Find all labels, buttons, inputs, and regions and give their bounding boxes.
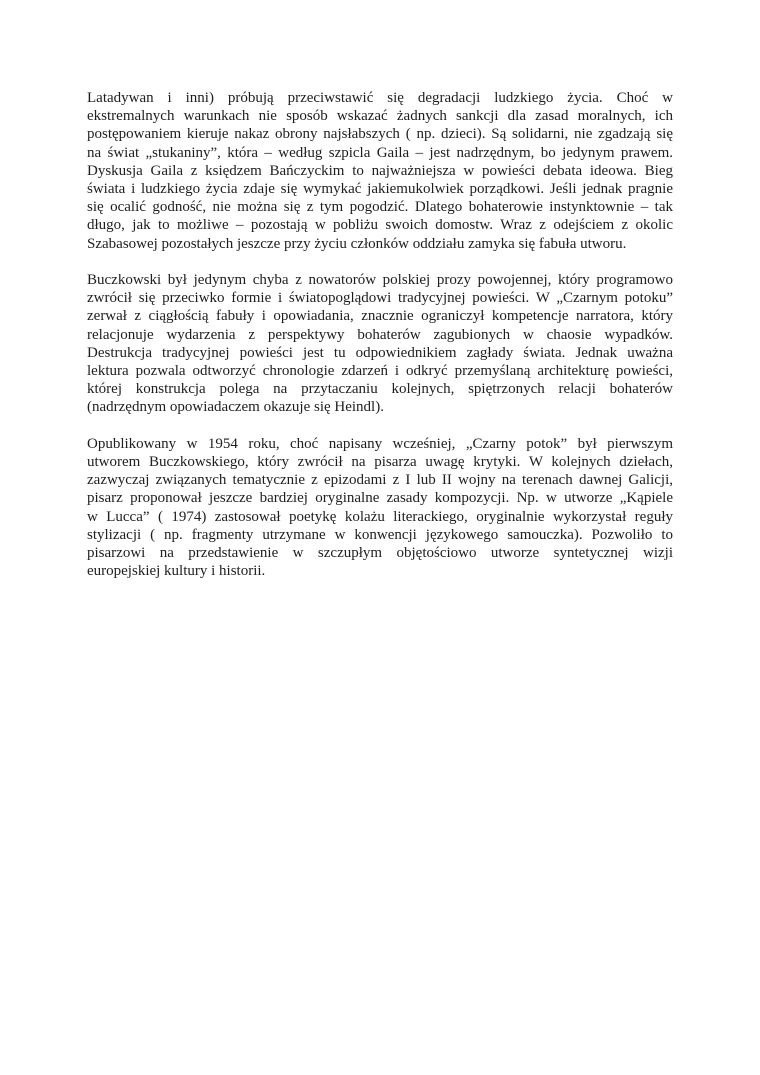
text-line: utworem Buczkowskiego, który zwrócił na pisarza uwagę krytyki. W kolejnych dziełach,	[87, 454, 673, 471]
text-line: Opublikowany w 1954 roku, choć napisany wcześniej, „Czarny potok” był pierwszym	[87, 435, 673, 452]
text-line: ekstremalnych warunkach nie sposób wskazać żadnych sankcji dla zasad moralnych, ich	[87, 108, 673, 125]
text-line: stylizacji ( np. fragmenty utrzymane w konwencji językowego samouczka). Pozwoliło to	[87, 526, 673, 543]
text-line: świata i ludzkiego życia zdaje się wymykać jakiemukolwiek porządkowi. Jeśli jednak pragnie	[87, 181, 673, 198]
text-line: Buczkowski był jedynym chyba z nowatorów polskiej prozy powojennej, który programowo	[87, 272, 673, 289]
text-line: zerwał z ciągłością fabuły i opowiadania, znacznie ograniczył kompetencje narratora, który	[87, 308, 673, 325]
text-line: zwrócił się przeciwko formie i światopoglądowi tradycyjnej powieści. W „Czarnym potoku”	[87, 290, 673, 307]
text-line: Dyskusja Gaila z księdzem Bańczyckim to najważniejsza w powieści debata ideowa. Bieg	[87, 162, 673, 179]
text-block	[87, 89, 673, 599]
text-line: długo, jak to możliwe – pozostają w pobliżu swoich domostw. Wraz z odejściem z okolic	[87, 217, 673, 234]
text-line: europejskiej kultury i historii.	[87, 563, 266, 580]
text-line: Destrukcja tradycyjnej powieści jest tu odpowiednikiem zagłady świata. Jednak uważna	[87, 344, 673, 361]
text-line: (nadrzędnym opowiadaczem okazuje się Heindl).	[87, 399, 384, 416]
text-line: postępowaniem kieruje nakaz obrony najsłabszych ( np. dzieci). Są solidarni, nie zgadzają się	[87, 126, 673, 143]
text-line: Latadywan i inni) próbują przeciwstawić się degradacji ludzkiego życia. Choć w	[87, 90, 673, 106]
text-line: której konstrukcja polega na przytaczaniu kolejnych, spiętrzonych relacji bohaterów	[87, 381, 673, 398]
text-line: na świat „stukaniny”, która – według szpicla Gaila – jest nadrzędnym, bo jedynym prawem.	[87, 144, 673, 161]
text-line: w Lucca” ( 1974) zastosował poetykę kolażu literackiego, oryginalnie wykorzystał reguły	[87, 508, 673, 525]
text-line: relacjonuje wydarzenia z perspektywy bohaterów zagubionych w chaosie wypadków.	[87, 326, 673, 343]
paragraph-3	[87, 435, 673, 581]
paragraph-2	[87, 271, 673, 417]
text-line: pisarz proponował jeszcze bardziej oryginalne zasady kompozycji. Np. w utworze „Kąpiele	[87, 490, 673, 507]
text-line: się ocalić godność, nie można się z tym pogodzić. Dlatego bohaterowie instynktownie – tak	[87, 199, 673, 216]
text-line: lektura pozwala odtworzyć chronologie zdarzeń i odkryć przemyślaną architekturę powieści,	[87, 363, 673, 380]
paragraph-1	[87, 89, 673, 253]
text-line: zazwyczaj związanych tematycznie z epizodami z I lub II wojny na terenach dawnej Galicji,	[87, 472, 673, 489]
text-line: pisarzowi na przedstawienie w szczupłym objętościowo utworze syntetycznej wizji	[87, 545, 673, 562]
text-line: Szabasowej pozostałych jeszcze przy życiu członków oddziału zamyka się fabuła utworu.	[87, 235, 627, 252]
